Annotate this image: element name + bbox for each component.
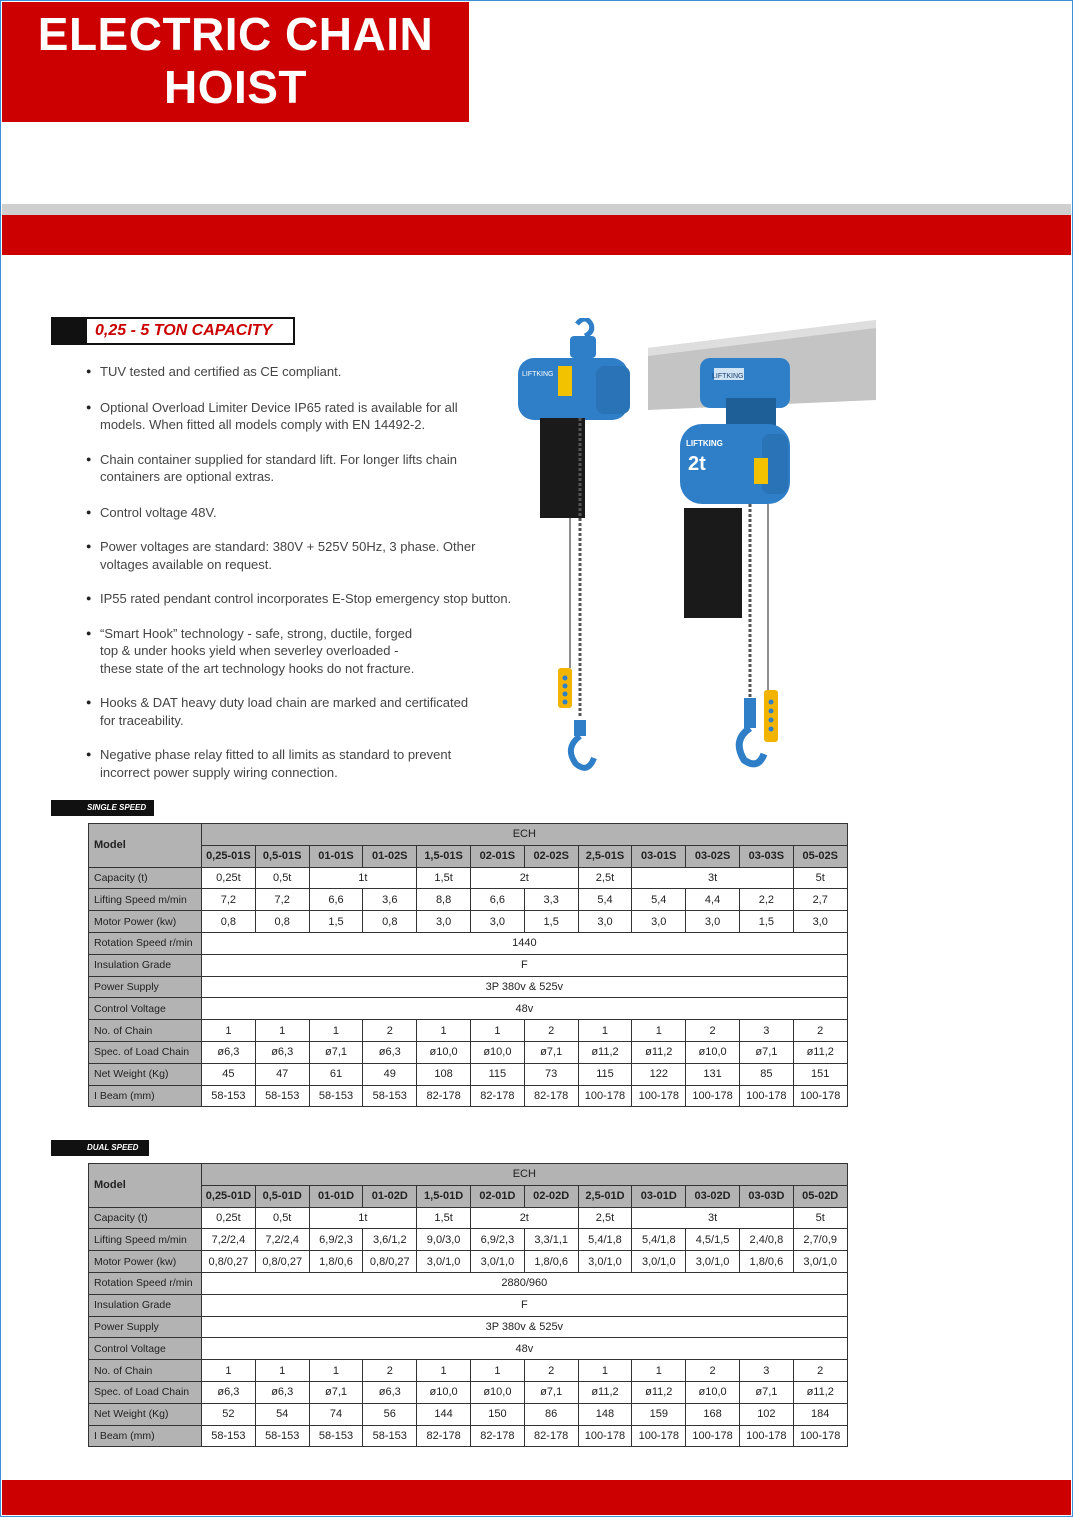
value-cell: ø11,2 bbox=[793, 1381, 847, 1403]
value-cell: 1 bbox=[255, 1360, 309, 1382]
value-cell: ø10,0 bbox=[417, 1381, 471, 1403]
value-cell: 0,8/0,27 bbox=[255, 1251, 309, 1273]
value-cell: 115 bbox=[470, 1063, 524, 1085]
value-cell: 82-178 bbox=[417, 1085, 471, 1107]
row-label: Insulation Grade bbox=[89, 1294, 202, 1316]
value-cell: 3,0 bbox=[470, 911, 524, 933]
value-cell: 1 bbox=[202, 1360, 256, 1382]
value-cell: 3,3/1,1 bbox=[524, 1229, 578, 1251]
table-row bbox=[89, 1207, 848, 1229]
value-cell: 3,0 bbox=[632, 911, 686, 933]
value-cell: 168 bbox=[686, 1403, 740, 1425]
value-cell: ø7,1 bbox=[524, 1381, 578, 1403]
model-column-header: 1,5-01S bbox=[417, 845, 471, 867]
value-cell: 3 bbox=[739, 1360, 793, 1382]
value-cell: 1 bbox=[417, 1360, 471, 1382]
value-cell: 1 bbox=[632, 1360, 686, 1382]
row-label: Rotation Speed r/min bbox=[89, 1272, 202, 1294]
value-cell: ø7,1 bbox=[739, 1041, 793, 1063]
capacity-cell: 3t bbox=[632, 1207, 793, 1229]
title-line-1: ELECTRIC CHAIN bbox=[37, 8, 434, 60]
dual-speed-spec-table bbox=[88, 1163, 848, 1447]
value-cell: 1 bbox=[255, 1020, 309, 1042]
table-row bbox=[89, 1360, 848, 1382]
series-header: ECH bbox=[202, 824, 848, 846]
value-cell: 7,2 bbox=[202, 889, 256, 911]
row-label: Rotation Speed r/min bbox=[89, 932, 202, 954]
value-cell: 100-178 bbox=[793, 1085, 847, 1107]
feature-item: ● Chain container supplied for standard lift. For longer lifts chain containers are optional extras. bbox=[86, 451, 526, 486]
table-row bbox=[89, 1229, 848, 1251]
value-cell: ø11,2 bbox=[578, 1041, 632, 1063]
value-cell: 5,4 bbox=[632, 889, 686, 911]
feature-item: ● TUV tested and certified as CE compliant. bbox=[86, 363, 526, 381]
value-cell: 2 bbox=[686, 1020, 740, 1042]
row-label: Motor Power (kw) bbox=[89, 911, 202, 933]
feature-item: ● Negative phase relay fitted to all limits as standard to prevent incorrect power supply wiring connection. bbox=[86, 746, 526, 781]
value-cell: 82-178 bbox=[470, 1425, 524, 1447]
value-cell: 1 bbox=[309, 1020, 363, 1042]
value-cell: 2 bbox=[524, 1020, 578, 1042]
value-cell: 6,6 bbox=[309, 889, 363, 911]
row-label: Motor Power (kw) bbox=[89, 1251, 202, 1273]
model-column-header: 01-02D bbox=[363, 1185, 417, 1207]
value-cell: 131 bbox=[686, 1063, 740, 1085]
capacity-cell: 1,5t bbox=[417, 1207, 471, 1229]
feature-item: ● Control voltage 48V. bbox=[86, 504, 526, 522]
merged-value-cell: 1440 bbox=[202, 932, 848, 954]
merged-value-cell: F bbox=[202, 1294, 848, 1316]
capacity-cell: 1t bbox=[309, 867, 417, 889]
row-label: Net Weight (Kg) bbox=[89, 1063, 202, 1085]
model-column-header: 05-02S bbox=[793, 845, 847, 867]
value-cell: 5,4 bbox=[578, 889, 632, 911]
table-row bbox=[89, 976, 848, 998]
value-cell: ø10,0 bbox=[686, 1041, 740, 1063]
value-cell: 6,9/2,3 bbox=[470, 1229, 524, 1251]
table-row bbox=[89, 1041, 848, 1063]
value-cell: 115 bbox=[578, 1063, 632, 1085]
value-cell: ø6,3 bbox=[202, 1041, 256, 1063]
value-cell: 0,8/0,27 bbox=[202, 1251, 256, 1273]
capacity-heading-text: 0,25 - 5 TON CAPACITY bbox=[95, 322, 273, 339]
capacity-cell: 1,5t bbox=[417, 867, 471, 889]
value-cell: 3 bbox=[739, 1020, 793, 1042]
value-cell: 148 bbox=[578, 1403, 632, 1425]
dual-speed-tag: DUAL SPEED bbox=[51, 1140, 149, 1156]
table-row bbox=[89, 1425, 848, 1447]
value-cell: 1 bbox=[417, 1020, 471, 1042]
capacity-cell: 2t bbox=[470, 867, 578, 889]
value-cell: ø11,2 bbox=[632, 1381, 686, 1403]
value-cell: 1,8/0,6 bbox=[524, 1251, 578, 1273]
capacity-cell: 2,5t bbox=[578, 867, 632, 889]
value-cell: 100-178 bbox=[686, 1425, 740, 1447]
value-cell: ø6,3 bbox=[255, 1041, 309, 1063]
value-cell: 2 bbox=[793, 1360, 847, 1382]
capacity-cell: 2,5t bbox=[578, 1207, 632, 1229]
value-cell: 4,4 bbox=[686, 889, 740, 911]
table-row bbox=[89, 867, 848, 889]
table-row bbox=[89, 889, 848, 911]
table-row bbox=[89, 1063, 848, 1085]
value-cell: 8,8 bbox=[417, 889, 471, 911]
value-cell: 100-178 bbox=[578, 1425, 632, 1447]
row-label: Spec. of Load Chain bbox=[89, 1381, 202, 1403]
value-cell: 73 bbox=[524, 1063, 578, 1085]
value-cell: ø6,3 bbox=[363, 1041, 417, 1063]
value-cell: 61 bbox=[309, 1063, 363, 1085]
capacity-cell: 3t bbox=[632, 867, 793, 889]
model-column-header: 03-01D bbox=[632, 1185, 686, 1207]
model-column-header: 0,25-01D bbox=[202, 1185, 256, 1207]
value-cell: ø10,0 bbox=[470, 1041, 524, 1063]
table-row bbox=[89, 932, 848, 954]
value-cell: ø6,3 bbox=[363, 1381, 417, 1403]
value-cell: 1 bbox=[309, 1360, 363, 1382]
capacity-cell: 5t bbox=[793, 1207, 847, 1229]
hoist-product-photo bbox=[500, 318, 880, 780]
value-cell: 3,0 bbox=[417, 911, 471, 933]
table-row bbox=[89, 1272, 848, 1294]
capacity-badge: 2t bbox=[688, 453, 706, 475]
value-cell: 1 bbox=[578, 1020, 632, 1042]
value-cell: 4,5/1,5 bbox=[686, 1229, 740, 1251]
table-row bbox=[89, 954, 848, 976]
value-cell: 2,7/0,9 bbox=[793, 1229, 847, 1251]
capacity-cell: 2t bbox=[470, 1207, 578, 1229]
value-cell: 3,0/1,0 bbox=[632, 1251, 686, 1273]
value-cell: 3,0 bbox=[686, 911, 740, 933]
value-cell: 1,8/0,6 bbox=[309, 1251, 363, 1273]
merged-value-cell: 2880/960 bbox=[202, 1272, 848, 1294]
value-cell: 52 bbox=[202, 1403, 256, 1425]
model-column-header: 03-02D bbox=[686, 1185, 740, 1207]
model-column-header: 02-01D bbox=[470, 1185, 524, 1207]
value-cell: 1,5 bbox=[309, 911, 363, 933]
value-cell: 100-178 bbox=[739, 1425, 793, 1447]
value-cell: 7,2 bbox=[255, 889, 309, 911]
row-label: I Beam (mm) bbox=[89, 1085, 202, 1107]
value-cell: ø6,3 bbox=[202, 1381, 256, 1403]
value-cell: 6,9/2,3 bbox=[309, 1229, 363, 1251]
value-cell: 151 bbox=[793, 1063, 847, 1085]
model-column-header: 03-01S bbox=[632, 845, 686, 867]
row-label: Control Voltage bbox=[89, 998, 202, 1020]
value-cell: 0,8 bbox=[255, 911, 309, 933]
model-column-header: 03-03S bbox=[739, 845, 793, 867]
value-cell: 1 bbox=[202, 1020, 256, 1042]
row-label: Capacity (t) bbox=[89, 867, 202, 889]
value-cell: 2 bbox=[793, 1020, 847, 1042]
value-cell: 1 bbox=[470, 1020, 524, 1042]
hoist-single-speed-illustration bbox=[518, 319, 630, 768]
model-column-header: 03-02S bbox=[686, 845, 740, 867]
row-label: Net Weight (Kg) bbox=[89, 1403, 202, 1425]
header-grey-band bbox=[2, 204, 1071, 215]
feature-item: ● Hooks & DAT heavy duty load chain are marked and certificated for traceability. bbox=[86, 694, 526, 729]
row-label: Capacity (t) bbox=[89, 1207, 202, 1229]
value-cell: 3,0/1,0 bbox=[578, 1251, 632, 1273]
value-cell: 74 bbox=[309, 1403, 363, 1425]
value-cell: 58-153 bbox=[202, 1425, 256, 1447]
value-cell: 2,4/0,8 bbox=[739, 1229, 793, 1251]
value-cell: 9,0/3,0 bbox=[417, 1229, 471, 1251]
model-header: Model bbox=[89, 1164, 202, 1208]
table-row bbox=[89, 1316, 848, 1338]
model-column-header: 2,5-01S bbox=[578, 845, 632, 867]
feature-item: ● Power voltages are standard: 380V + 525V 50Hz, 3 phase. Other voltages available on request. bbox=[86, 538, 526, 573]
value-cell: 85 bbox=[739, 1063, 793, 1085]
merged-value-cell: 48v bbox=[202, 1338, 848, 1360]
value-cell: 6,6 bbox=[470, 889, 524, 911]
value-cell: 3,0 bbox=[578, 911, 632, 933]
value-cell: 1 bbox=[578, 1360, 632, 1382]
value-cell: ø10,0 bbox=[470, 1381, 524, 1403]
single-speed-spec-table bbox=[88, 823, 848, 1107]
hoist-trolley-illustration bbox=[680, 358, 790, 764]
value-cell: ø7,1 bbox=[309, 1381, 363, 1403]
value-cell: 49 bbox=[363, 1063, 417, 1085]
value-cell: 58-153 bbox=[363, 1085, 417, 1107]
table-row bbox=[89, 1403, 848, 1425]
feature-list bbox=[86, 363, 526, 781]
value-cell: ø10,0 bbox=[686, 1381, 740, 1403]
merged-value-cell: 3P 380v & 525v bbox=[202, 976, 848, 998]
model-column-header: 0,25-01S bbox=[202, 845, 256, 867]
value-cell: 82-178 bbox=[470, 1085, 524, 1107]
value-cell: 144 bbox=[417, 1403, 471, 1425]
value-cell: 100-178 bbox=[793, 1425, 847, 1447]
model-column-header: 02-02S bbox=[524, 845, 578, 867]
value-cell: 100-178 bbox=[632, 1425, 686, 1447]
capacity-cell: 0,25t bbox=[202, 1207, 256, 1229]
brand-label-1: LIFTKING bbox=[522, 371, 554, 378]
value-cell: ø11,2 bbox=[793, 1041, 847, 1063]
value-cell: 3,0/1,0 bbox=[793, 1251, 847, 1273]
value-cell: 2,7 bbox=[793, 889, 847, 911]
value-cell: 150 bbox=[470, 1403, 524, 1425]
value-cell: 122 bbox=[632, 1063, 686, 1085]
value-cell: 7,2/2,4 bbox=[202, 1229, 256, 1251]
model-column-header: 0,5-01S bbox=[255, 845, 309, 867]
model-column-header: 01-01D bbox=[309, 1185, 363, 1207]
value-cell: 3,6/1,2 bbox=[363, 1229, 417, 1251]
value-cell: 100-178 bbox=[686, 1085, 740, 1107]
value-cell: ø11,2 bbox=[632, 1041, 686, 1063]
row-label: No. of Chain bbox=[89, 1360, 202, 1382]
model-header: Model bbox=[89, 824, 202, 868]
value-cell: ø10,0 bbox=[417, 1041, 471, 1063]
value-cell: 184 bbox=[793, 1403, 847, 1425]
value-cell: 2 bbox=[686, 1360, 740, 1382]
merged-value-cell: F bbox=[202, 954, 848, 976]
page-title bbox=[2, 2, 469, 122]
table-row bbox=[89, 998, 848, 1020]
value-cell: 82-178 bbox=[417, 1425, 471, 1447]
capacity-cell: 0,5t bbox=[255, 1207, 309, 1229]
value-cell: 7,2/2,4 bbox=[255, 1229, 309, 1251]
value-cell: 58-153 bbox=[309, 1425, 363, 1447]
value-cell: 82-178 bbox=[524, 1425, 578, 1447]
value-cell: 1 bbox=[470, 1360, 524, 1382]
value-cell: 100-178 bbox=[578, 1085, 632, 1107]
model-column-header: 2,5-01D bbox=[578, 1185, 632, 1207]
row-label: Power Supply bbox=[89, 1316, 202, 1338]
value-cell: 58-153 bbox=[255, 1425, 309, 1447]
value-cell: ø11,2 bbox=[578, 1381, 632, 1403]
model-column-header: 0,5-01D bbox=[255, 1185, 309, 1207]
series-header: ECH bbox=[202, 1164, 848, 1186]
capacity-cell: 1t bbox=[309, 1207, 417, 1229]
value-cell: 3,0/1,0 bbox=[470, 1251, 524, 1273]
row-label: I Beam (mm) bbox=[89, 1425, 202, 1447]
model-column-header: 1,5-01D bbox=[417, 1185, 471, 1207]
value-cell: 5,4/1,8 bbox=[632, 1229, 686, 1251]
table-row bbox=[89, 1294, 848, 1316]
value-cell: 58-153 bbox=[363, 1425, 417, 1447]
value-cell: 3,0/1,0 bbox=[686, 1251, 740, 1273]
value-cell: 3,0 bbox=[793, 911, 847, 933]
feature-item: ● IP55 rated pendant control incorporates E-Stop emergency stop button. bbox=[86, 590, 526, 608]
value-cell: 2 bbox=[363, 1360, 417, 1382]
value-cell: 47 bbox=[255, 1063, 309, 1085]
value-cell: 1,8/0,6 bbox=[739, 1251, 793, 1273]
table-row bbox=[89, 911, 848, 933]
value-cell: 108 bbox=[417, 1063, 471, 1085]
value-cell: 100-178 bbox=[632, 1085, 686, 1107]
table-row bbox=[89, 1251, 848, 1273]
heading-black-block bbox=[53, 319, 87, 343]
value-cell: 3,3 bbox=[524, 889, 578, 911]
row-label: Control Voltage bbox=[89, 1338, 202, 1360]
feature-item: ● “Smart Hook” technology - safe, strong, ductile, forged top & under hooks yield when severley overloaded - these state of the art technology hooks do not fracture. bbox=[86, 625, 526, 678]
value-cell: 58-153 bbox=[255, 1085, 309, 1107]
model-column-header: 02-01S bbox=[470, 845, 524, 867]
merged-value-cell: 3P 380v & 525v bbox=[202, 1316, 848, 1338]
capacity-heading bbox=[51, 317, 295, 345]
table-row bbox=[89, 1338, 848, 1360]
merged-value-cell: 48v bbox=[202, 998, 848, 1020]
capacity-cell: 0,5t bbox=[255, 867, 309, 889]
capacity-cell: 5t bbox=[793, 867, 847, 889]
value-cell: 159 bbox=[632, 1403, 686, 1425]
value-cell: 54 bbox=[255, 1403, 309, 1425]
value-cell: 82-178 bbox=[524, 1085, 578, 1107]
value-cell: 58-153 bbox=[309, 1085, 363, 1107]
row-label: Power Supply bbox=[89, 976, 202, 998]
value-cell: ø7,1 bbox=[739, 1381, 793, 1403]
value-cell: 3,6 bbox=[363, 889, 417, 911]
value-cell: 56 bbox=[363, 1403, 417, 1425]
table-row bbox=[89, 1381, 848, 1403]
value-cell: 45 bbox=[202, 1063, 256, 1085]
model-column-header: 02-02D bbox=[524, 1185, 578, 1207]
value-cell: 58-153 bbox=[202, 1085, 256, 1107]
row-label: No. of Chain bbox=[89, 1020, 202, 1042]
feature-item: ● Optional Overload Limiter Device IP65 rated is available for all models. When fitted all models comply with EN 14492-2. bbox=[86, 399, 526, 434]
model-column-header: 05-02D bbox=[793, 1185, 847, 1207]
row-label: Spec. of Load Chain bbox=[89, 1041, 202, 1063]
single-speed-tag: SINGLE SPEED bbox=[51, 800, 154, 816]
title-line-2: HOIST bbox=[163, 61, 308, 113]
value-cell: 100-178 bbox=[739, 1085, 793, 1107]
footer-red-band bbox=[2, 1480, 1071, 1515]
model-column-header: 01-02S bbox=[363, 845, 417, 867]
model-column-header: 01-01S bbox=[309, 845, 363, 867]
value-cell: 3,0/1,0 bbox=[417, 1251, 471, 1273]
row-label: Lifting Speed m/min bbox=[89, 1229, 202, 1251]
header-red-band bbox=[2, 215, 1071, 255]
value-cell: 1 bbox=[632, 1020, 686, 1042]
row-label: Insulation Grade bbox=[89, 954, 202, 976]
brand-label-2: LIFTKING bbox=[712, 373, 744, 380]
table-row bbox=[89, 1020, 848, 1042]
model-column-header: 03-03D bbox=[739, 1185, 793, 1207]
svg-text:LIFTKING: LIFTKING bbox=[686, 439, 723, 448]
value-cell: 1,5 bbox=[739, 911, 793, 933]
value-cell: 0,8 bbox=[202, 911, 256, 933]
value-cell: 2 bbox=[524, 1360, 578, 1382]
capacity-cell: 0,25t bbox=[202, 867, 256, 889]
row-label: Lifting Speed m/min bbox=[89, 889, 202, 911]
value-cell: ø7,1 bbox=[524, 1041, 578, 1063]
value-cell: 2,2 bbox=[739, 889, 793, 911]
value-cell: 102 bbox=[739, 1403, 793, 1425]
value-cell: 1,5 bbox=[524, 911, 578, 933]
value-cell: 0,8 bbox=[363, 911, 417, 933]
value-cell: 86 bbox=[524, 1403, 578, 1425]
value-cell: ø7,1 bbox=[309, 1041, 363, 1063]
table-row bbox=[89, 1085, 848, 1107]
value-cell: 2 bbox=[363, 1020, 417, 1042]
value-cell: 5,4/1,8 bbox=[578, 1229, 632, 1251]
value-cell: ø6,3 bbox=[255, 1381, 309, 1403]
value-cell: 0,8/0,27 bbox=[363, 1251, 417, 1273]
